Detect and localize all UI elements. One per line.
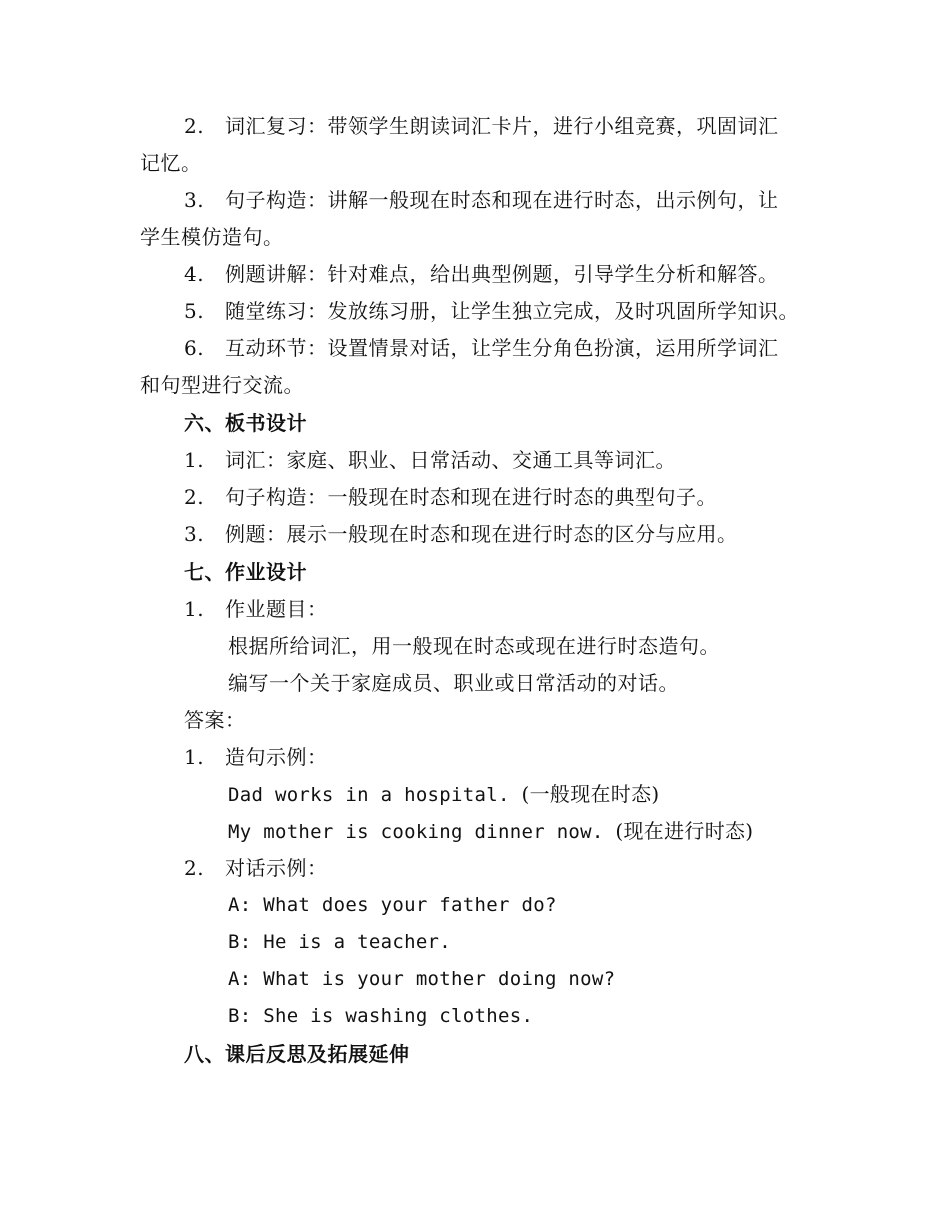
list-item-4 bbox=[184, 261, 778, 287]
dialogue-line-2: B: He is a teacher. bbox=[228, 931, 452, 953]
example-tense-note: (一般现在时态) bbox=[521, 782, 660, 806]
item-number: 2. bbox=[184, 485, 205, 509]
item-text: 作业题目： bbox=[224, 597, 328, 621]
homework-item-1 bbox=[184, 596, 327, 622]
section-heading-board-design: 六、板书设计 bbox=[184, 411, 307, 435]
item-text: 随堂练习：发放练习册，让学生独立完成，及时巩固所学知识。 bbox=[224, 299, 799, 323]
item-number: 2. bbox=[184, 856, 205, 880]
example-sentence-1 bbox=[228, 781, 660, 808]
example-english: Dad works in a hospital. bbox=[228, 784, 510, 806]
board-item-2 bbox=[184, 484, 717, 510]
item-number: 5. bbox=[184, 299, 205, 323]
item-text: 词汇复习：带领学生朗读词汇卡片，进行小组竞赛，巩固词汇 bbox=[224, 114, 779, 138]
section-heading-homework: 七、作业设计 bbox=[184, 560, 307, 584]
item-text: 词汇：家庭、职业、日常活动、交通工具等词汇。 bbox=[224, 448, 676, 472]
list-item-2 bbox=[184, 113, 778, 139]
item-number: 3. bbox=[184, 188, 205, 212]
dialogue-line-4: B: She is washing clothes. bbox=[228, 1005, 534, 1027]
answers-label: 答案： bbox=[184, 708, 246, 732]
list-item-2-continuation: 记忆。 bbox=[140, 151, 202, 175]
item-text: 互动环节：设置情景对话，让学生分角色扮演，运用所学词汇 bbox=[224, 336, 779, 360]
item-number: 1. bbox=[184, 597, 205, 621]
dialogue-line-1: A: What does your father do? bbox=[228, 894, 557, 916]
item-number: 4. bbox=[184, 262, 205, 286]
example-english: My mother is cooking dinner now. bbox=[228, 821, 604, 843]
dialogue-line-3: A: What is your mother doing now? bbox=[228, 968, 616, 990]
board-item-3 bbox=[184, 521, 737, 547]
item-text: 造句示例： bbox=[224, 745, 328, 769]
section-heading-reflection: 八、课后反思及拓展延伸 bbox=[184, 1042, 410, 1066]
example-sentence-2 bbox=[228, 818, 753, 845]
item-text: 例题：展示一般现在时态和现在进行时态的区分与应用。 bbox=[224, 522, 738, 546]
list-item-6 bbox=[184, 335, 778, 361]
item-number: 6. bbox=[184, 336, 205, 360]
homework-task-2: 编写一个关于家庭成员、职业或日常活动的对话。 bbox=[228, 671, 679, 695]
item-text: 对话示例： bbox=[224, 856, 328, 880]
item-text: 句子构造：一般现在时态和现在进行时态的典型句子。 bbox=[224, 485, 717, 509]
example-tense-note: (现在进行时态) bbox=[615, 819, 754, 843]
item-number: 2. bbox=[184, 114, 205, 138]
list-item-3 bbox=[184, 187, 778, 213]
list-item-5 bbox=[184, 298, 799, 324]
item-number: 1. bbox=[184, 448, 205, 472]
item-text: 例题讲解：针对难点，给出典型例题，引导学生分析和解答。 bbox=[224, 262, 779, 286]
list-item-6-continuation: 和句型进行交流。 bbox=[140, 373, 304, 397]
item-text: 句子构造：讲解一般现在时态和现在进行时态，出示例句，让 bbox=[224, 188, 779, 212]
answer-item-2 bbox=[184, 855, 327, 881]
homework-task-1: 根据所给词汇，用一般现在时态或现在进行时态造句。 bbox=[228, 634, 720, 658]
item-number: 3. bbox=[184, 522, 205, 546]
board-item-1 bbox=[184, 447, 676, 473]
item-number: 1. bbox=[184, 745, 205, 769]
answer-item-1 bbox=[184, 744, 327, 770]
list-item-3-continuation: 学生模仿造句。 bbox=[140, 225, 284, 249]
